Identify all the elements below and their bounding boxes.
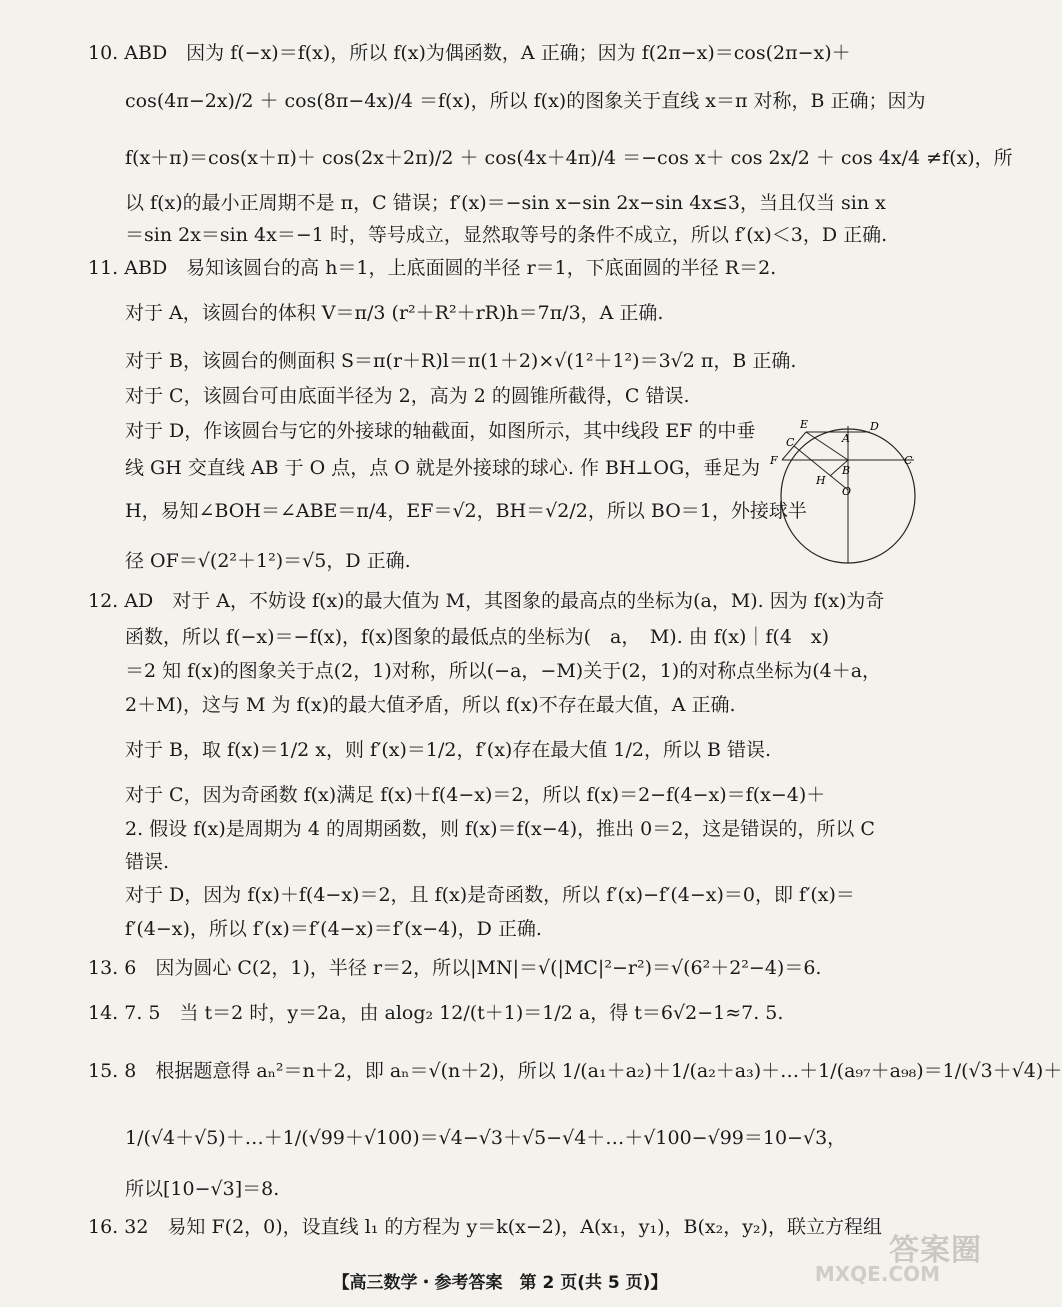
watermark-url: MXQE.COM xyxy=(814,1262,940,1286)
text-line-q11-2: 对于 A，该圆台的体积 V＝π/3 (r²＋R²＋rR)h＝7π/3，A 正确. xyxy=(125,302,664,324)
text-line-q12-1: 12. AD 对于 A，不妨设 f(x)的最大值为 M，其图象的最高点的坐标为(a，M). 因为 f(x)为奇 xyxy=(88,590,885,612)
text-line-q11-5: 对于 D，作该圆台与它的外接球的轴截面，如图所示，其中线段 EF 的中垂 xyxy=(125,420,756,442)
text-line-q11-1: 11. ABD 易知该圆台的高 h＝1，上底面圆的半径 r＝1，下底面圆的半径 R＝2. xyxy=(88,257,777,279)
text-line-q11-6: 线 GH 交直线 AB 于 O 点，点 O 就是外接球的球心. 作 BH⊥OG，垂足为 xyxy=(125,457,761,479)
label-h: H xyxy=(816,474,826,487)
text-line-q12-8: 错误. xyxy=(125,851,170,873)
watermark-logo: 答案圈 xyxy=(889,1233,982,1268)
label-e: E xyxy=(800,418,809,431)
text-line-q11-4: 对于 C，该圆台可由底面半径为 2，高为 2 的圆锥所截得，C 错误. xyxy=(125,385,690,407)
text-line-q12-2: 函数，所以 f(−x)＝−f(x)，f(x)图象的最低点的坐标为( a， M). 由 f(x)｜f(4 x) xyxy=(125,626,830,648)
text-line-q14: 14. 7. 5 当 t＝2 时，y＝2a，由 alog₂ 12/(t＋1)＝1/2 a，得 t＝6√2−1≈7. 5. xyxy=(88,1002,784,1024)
text-line-q12-3: ＝2 知 f(x)的图象关于点(2，1)对称，所以(−a，−M)关于(2，1)的对称点坐标为(4＋a， xyxy=(125,660,882,682)
text-line-q10-5: ＝sin 2x＝sin 4x＝−1 时，等号成立，显然取等号的条件不成立，所以 f′(x)＜3，D 正确. xyxy=(125,224,888,246)
text-line-q10-1: 10. ABD 因为 f(−x)＝f(x)，所以 f(x)为偶函数，A 正确；因为 f(2π−x)＝cos(2π−x)＋ xyxy=(88,42,851,64)
label-d: D xyxy=(870,420,879,433)
text-line-q10-3: f(x＋π)＝cos(x＋π)＋ cos(2x＋2π)/2 ＋ cos(4x＋4π)/4 ＝−cos x＋ cos 2x/2 ＋ cos 4x/4 ≠f(x)，所 xyxy=(125,147,1013,169)
text-line-q12-4: 2＋M)，这与 M 为 f(x)的最大值矛盾，所以 f(x)不存在最大值，A 正确. xyxy=(125,694,736,716)
text-line-q12-10: f′(4−x)，所以 f′(x)＝f′(4−x)＝f′(x−4)，D 正确. xyxy=(125,918,542,940)
text-line-q12-9: 对于 D，因为 f(x)＋f(4−x)＝2，且 f(x)是奇函数，所以 f′(x)−f′(4−x)＝0，即 f′(x)＝ xyxy=(125,884,855,906)
text-line-q15-1: 15. 8 根据题意得 aₙ²＝n＋2，即 aₙ＝√(n＋2)，所以 1/(a₁＋a₂)＋1/(a₂＋a₃)＋…＋1/(a₉₇＋a₉₈)＝1/(√3＋√4)＋ xyxy=(88,1060,1062,1082)
text-line-q11-7: H，易知∠BOH＝∠ABE＝π/4，EF＝√2，BH＝√2/2，所以 BO＝1，外接球半 xyxy=(125,500,807,522)
label-a: A xyxy=(842,432,850,445)
text-line-q15-3: 所以[10−√3]＝8. xyxy=(125,1178,280,1200)
text-line-q13: 13. 6 因为圆心 C(2，1)，半径 r＝2，所以|MN|＝√(|MC|²−r²)＝√(6²＋2²−4)＝6. xyxy=(88,957,822,979)
text-line-q12-6: 对于 C，因为奇函数 f(x)满足 f(x)＋f(4−x)＝2，所以 f(x)＝2−f(4−x)＝f(x−4)＋ xyxy=(125,784,826,806)
text-line-q15-2: 1/(√4＋√5)＋…＋1/(√99＋√100)＝√4−√3＋√5−√4＋…＋√100−√99＝10−√3， xyxy=(125,1127,847,1149)
text-line-q10-2: cos(4π−2x)/2 ＋ cos(8π−4x)/4 ＝f(x)，所以 f(x)的图象关于直线 x＝π 对称，B 正确；因为 xyxy=(125,90,926,112)
text-line-q12-7: 2. 假设 f(x)是周期为 4 的周期函数，则 f(x)＝f(x−4)，推出 0＝2，这是错误的，所以 C xyxy=(125,818,875,840)
text-line-q11-3: 对于 B，该圆台的侧面积 S＝π(r＋R)l＝π(1＋2)×√(1²＋1²)＝3√2 π，B 正确. xyxy=(125,350,797,372)
label-g: C xyxy=(786,436,795,449)
label-c: C xyxy=(904,454,913,467)
sphere-frustum-figure xyxy=(770,418,915,576)
text-line-q11-8: 径 OF＝√(2²＋1²)＝√5，D 正确. xyxy=(125,550,411,572)
text-line-q16: 16. 32 易知 F(2，0)，设直线 l₁ 的方程为 y＝k(x−2)，A(x₁，y₁)，B(x₂，y₂)，联立方程组 xyxy=(88,1216,882,1238)
label-f: F xyxy=(770,454,778,467)
label-b: B xyxy=(842,464,851,477)
page-footer: 【高三数学・参考答案 第 2 页(共 5 页)】 xyxy=(332,1273,668,1293)
text-line-q12-5: 对于 B，取 f(x)＝1/2 x，则 f′(x)＝1/2，f′(x)存在最大值 1/2，所以 B 错误. xyxy=(125,739,772,761)
text-line-q10-4: 以 f(x)的最小正周期不是 π，C 错误；f′(x)＝−sin x−sin 2x−sin 4x≤3，当且仅当 sin x xyxy=(125,192,886,214)
label-o: O xyxy=(842,485,852,498)
